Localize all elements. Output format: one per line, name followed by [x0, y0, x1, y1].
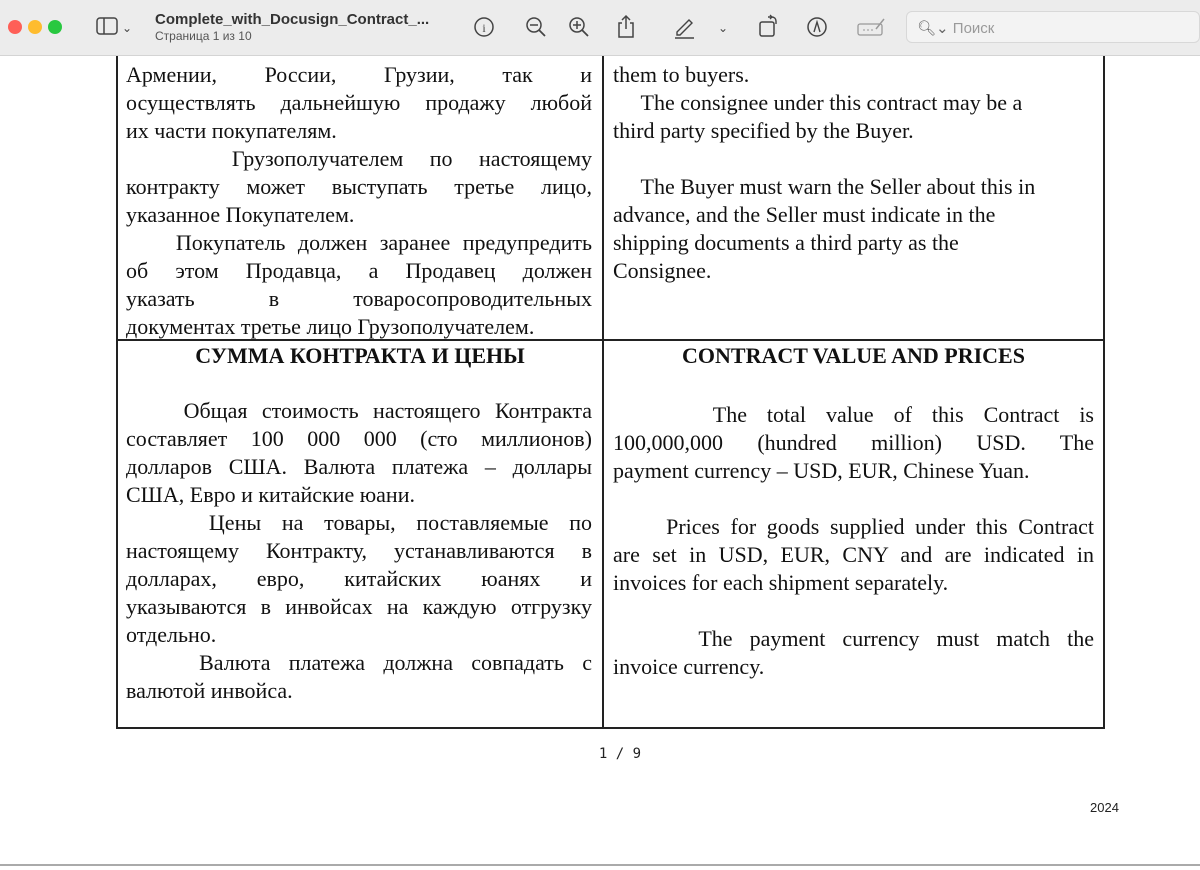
text-line: указанное Покупателем.	[126, 202, 355, 227]
sidebar-toggle-icon[interactable]	[94, 16, 120, 36]
text-line: The total value of this Contract is	[613, 402, 1094, 427]
footer-year: 2024	[1090, 800, 1119, 815]
highlight-pen-icon[interactable]	[672, 15, 696, 43]
text-line: Покупатель должен заранее предупредить	[126, 230, 592, 255]
info-icon[interactable]	[472, 15, 496, 43]
form-fill-icon[interactable]	[856, 15, 886, 43]
text-line: The consignee under this contract may be a	[613, 90, 1023, 115]
row1-right-cell	[613, 61, 1094, 285]
text-line: shipping documents a third party as the	[613, 230, 959, 255]
text-line: Валюта платежа должна совпадать с	[126, 650, 592, 675]
text-line: Армении, России, Грузии, так и	[126, 62, 592, 87]
zoom-out-icon[interactable]	[524, 15, 548, 43]
text-line: Грузополучателем по настоящему	[126, 146, 592, 171]
text-line: документах третье лицо Грузополучателем.	[126, 314, 535, 339]
page-indicator: Страница 1 из 10	[155, 29, 252, 43]
row2-left-cell	[126, 397, 592, 705]
zoom-window-button[interactable]	[48, 20, 62, 34]
rotate-icon[interactable]	[756, 14, 780, 44]
search-icon: 🔍︎⌄	[917, 20, 953, 37]
heading-en: CONTRACT VALUE AND PRICES	[682, 343, 1025, 368]
search-input[interactable]	[906, 11, 1200, 43]
text-line: third party specified by the Buyer.	[613, 118, 914, 143]
text-line	[613, 145, 1094, 173]
text-line: составляет 100 000 000 (сто миллионов)	[126, 426, 592, 451]
table-border-bottom	[116, 727, 1105, 729]
text-line: настоящему Контракту, устанавливаются в	[126, 538, 592, 563]
text-line: The Buyer must warn the Seller about this in	[613, 174, 1036, 199]
page-edge	[0, 864, 1200, 866]
zoom-in-icon[interactable]	[567, 15, 591, 43]
text-line: их части покупателям.	[126, 118, 337, 143]
page-number: 1 / 9	[598, 746, 642, 762]
highlight-options-chevron-icon[interactable]: ⌄	[718, 21, 729, 35]
chevron-down-icon[interactable]: ⌄	[122, 21, 133, 35]
text-line: Цены на товары, поставляемые по	[126, 510, 592, 535]
text-line: payment currency – USD, EUR, Chinese Yuan.	[613, 458, 1030, 483]
text-line: отдельно.	[126, 622, 217, 647]
row1-left-cell	[126, 61, 592, 341]
text-line: Prices for goods supplied under this Contract	[613, 514, 1094, 539]
text-line: Consignee.	[613, 258, 712, 283]
close-window-button[interactable]	[8, 20, 22, 34]
text-line: advance, and the Seller must indicate in the	[613, 202, 996, 227]
text-line: The payment currency must match the	[613, 626, 1094, 651]
text-line: them to buyers.	[613, 62, 750, 87]
text-line: invoice currency.	[613, 654, 765, 679]
document-title: Complete_with_Docusign_Contract_...	[155, 11, 430, 28]
text-line: Общая стоимость настоящего Контракта	[126, 398, 592, 423]
table-border-left	[116, 56, 118, 729]
text-line	[613, 597, 1094, 625]
text-line: долларах, евро, китайских юанях и	[126, 566, 592, 591]
text-line: США, Евро и китайские юани.	[126, 482, 415, 507]
table-border-middle	[602, 56, 604, 729]
svg-text:i: i	[482, 21, 486, 35]
table-border-right	[1103, 56, 1105, 729]
document-page	[0, 56, 1200, 870]
text-line: указываются в инвойсах на каждую отгрузку	[126, 594, 592, 619]
text-line: указать в товаросопроводительных	[126, 286, 592, 311]
toolbar	[0, 0, 1200, 56]
text-line: are set in USD, EUR, CNY and are indicated in	[613, 542, 1094, 567]
text-line: об этом Продавца, а Продавец должен	[126, 258, 592, 283]
text-line: осуществлять дальнейшую продажу любой	[126, 90, 592, 115]
text-line: invoices for each shipment separately.	[613, 570, 949, 595]
minimize-window-button[interactable]	[28, 20, 42, 34]
heading-ru: СУММА КОНТРАКТА И ЦЕНЫ	[195, 343, 525, 368]
text-line: 100,000,000 (hundred million) USD. The	[613, 430, 1094, 455]
text-line: валютой инвойса.	[126, 678, 293, 703]
text-line	[613, 485, 1094, 513]
text-line: долларов США. Валюта платежа – доллары	[126, 454, 592, 479]
search-placeholder: Поиск	[952, 20, 995, 37]
markup-icon[interactable]	[805, 15, 829, 43]
text-line: контракту может выступать третье лицо,	[126, 174, 592, 199]
share-icon[interactable]	[614, 14, 638, 44]
row2-right-cell	[613, 401, 1094, 681]
